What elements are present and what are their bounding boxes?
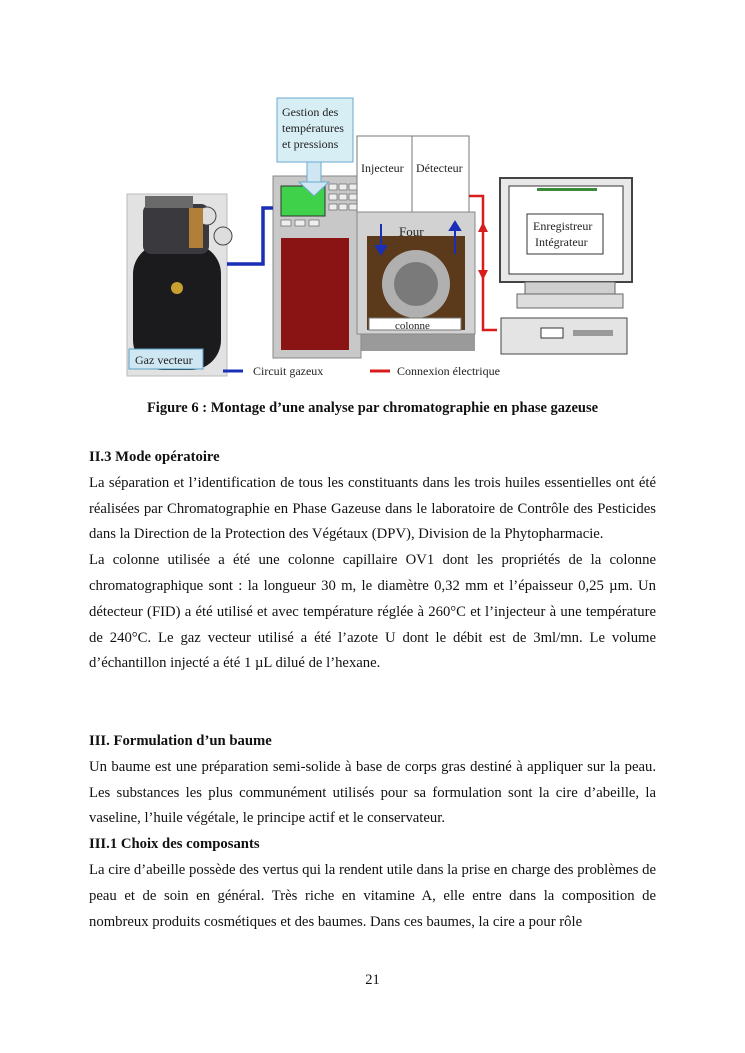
four-label: Four — [399, 224, 424, 239]
gaz-vecteur-label: Gaz vecteur — [135, 353, 193, 367]
legend — [223, 364, 500, 378]
enregistreur-line-2: Intégrateur — [535, 235, 588, 249]
section-mode-operatoire — [89, 445, 656, 677]
legend-elec-label: Connexion électrique — [397, 364, 500, 378]
section-heading: II.3 Mode opératoire — [89, 449, 220, 465]
chromatography-setup-figure — [125, 96, 635, 381]
legend-gas-label: Circuit gazeux — [253, 364, 324, 378]
gas-circuit-line — [227, 208, 273, 264]
enregistreur-line-1: Enregistreur — [533, 219, 593, 233]
paragraph: La séparation et l’identification de tous les constituants dans les trois huiles essentielles ont été réalisées par Chromatographie en Phase Gazeuse dans le laboratoire de Contrôle des Pesticides dans la Direction de la Protection des Végétaux (DPV), Division de la Phytopharmacie. — [89, 474, 656, 543]
computer — [500, 178, 632, 354]
section-formulation — [89, 729, 656, 935]
gas-cylinder — [127, 194, 232, 376]
paragraph: La cire d’abeille possède des vertus qui la rendent utile dans la prise en charge des problèmes de peau et de soin en général. Très riche en vitamine A, elle entre dans la composition de nombreux produits cosmétiques et des baumes. Dans ces baumes, la cire a pour rôle — [89, 861, 656, 930]
paragraph: Un baume est une préparation semi-solide à base de corps gras destiné à appliquer sur la peau. Les substances les plus communément utilisés pour sa formulation sont la cire d’abeille, la vaseline, l’huile végétale, le principe actif et le conservateur. — [89, 758, 656, 827]
detecteur-label: Détecteur — [416, 161, 463, 175]
gestion-line-1: Gestion des — [282, 105, 339, 119]
colonne-label: colonne — [395, 320, 430, 332]
gc-instrument — [273, 176, 361, 358]
injecteur-label: Injecteur — [361, 161, 404, 175]
page-number: 21 — [365, 972, 380, 988]
gc-red-panel — [281, 238, 349, 350]
section-heading: III.1 Choix des composants — [89, 836, 260, 853]
section-heading: III. Formulation d’un baume — [89, 733, 272, 749]
svg-text:Gestion des températures — [282, 105, 347, 151]
paragraph: La colonne utilisée a été une colonne capillaire OV1 dont les propriétés de la colonne chromatographique sont : la longueur 30 m, le diamètre 0,32 mm et l’épaisseur 0,25 µm. Un détecteur (FID) a été utilisé et avec température réglée à 260°C et l’injecteur à une température de 240°C. Le gaz vecteur utilisé a été l’azote U dont le débit est de 3ml/mn. Le volume d’échantillon injecté a été 1 µL dilué de l’hexane. — [89, 552, 656, 672]
gestion-line-2: températures — [282, 121, 344, 135]
figure-caption: Figure 6 : Montage d’une analyse par chromatographie en phase gazeuse — [146, 400, 599, 416]
gestion-line-3: et pressions — [282, 137, 339, 151]
